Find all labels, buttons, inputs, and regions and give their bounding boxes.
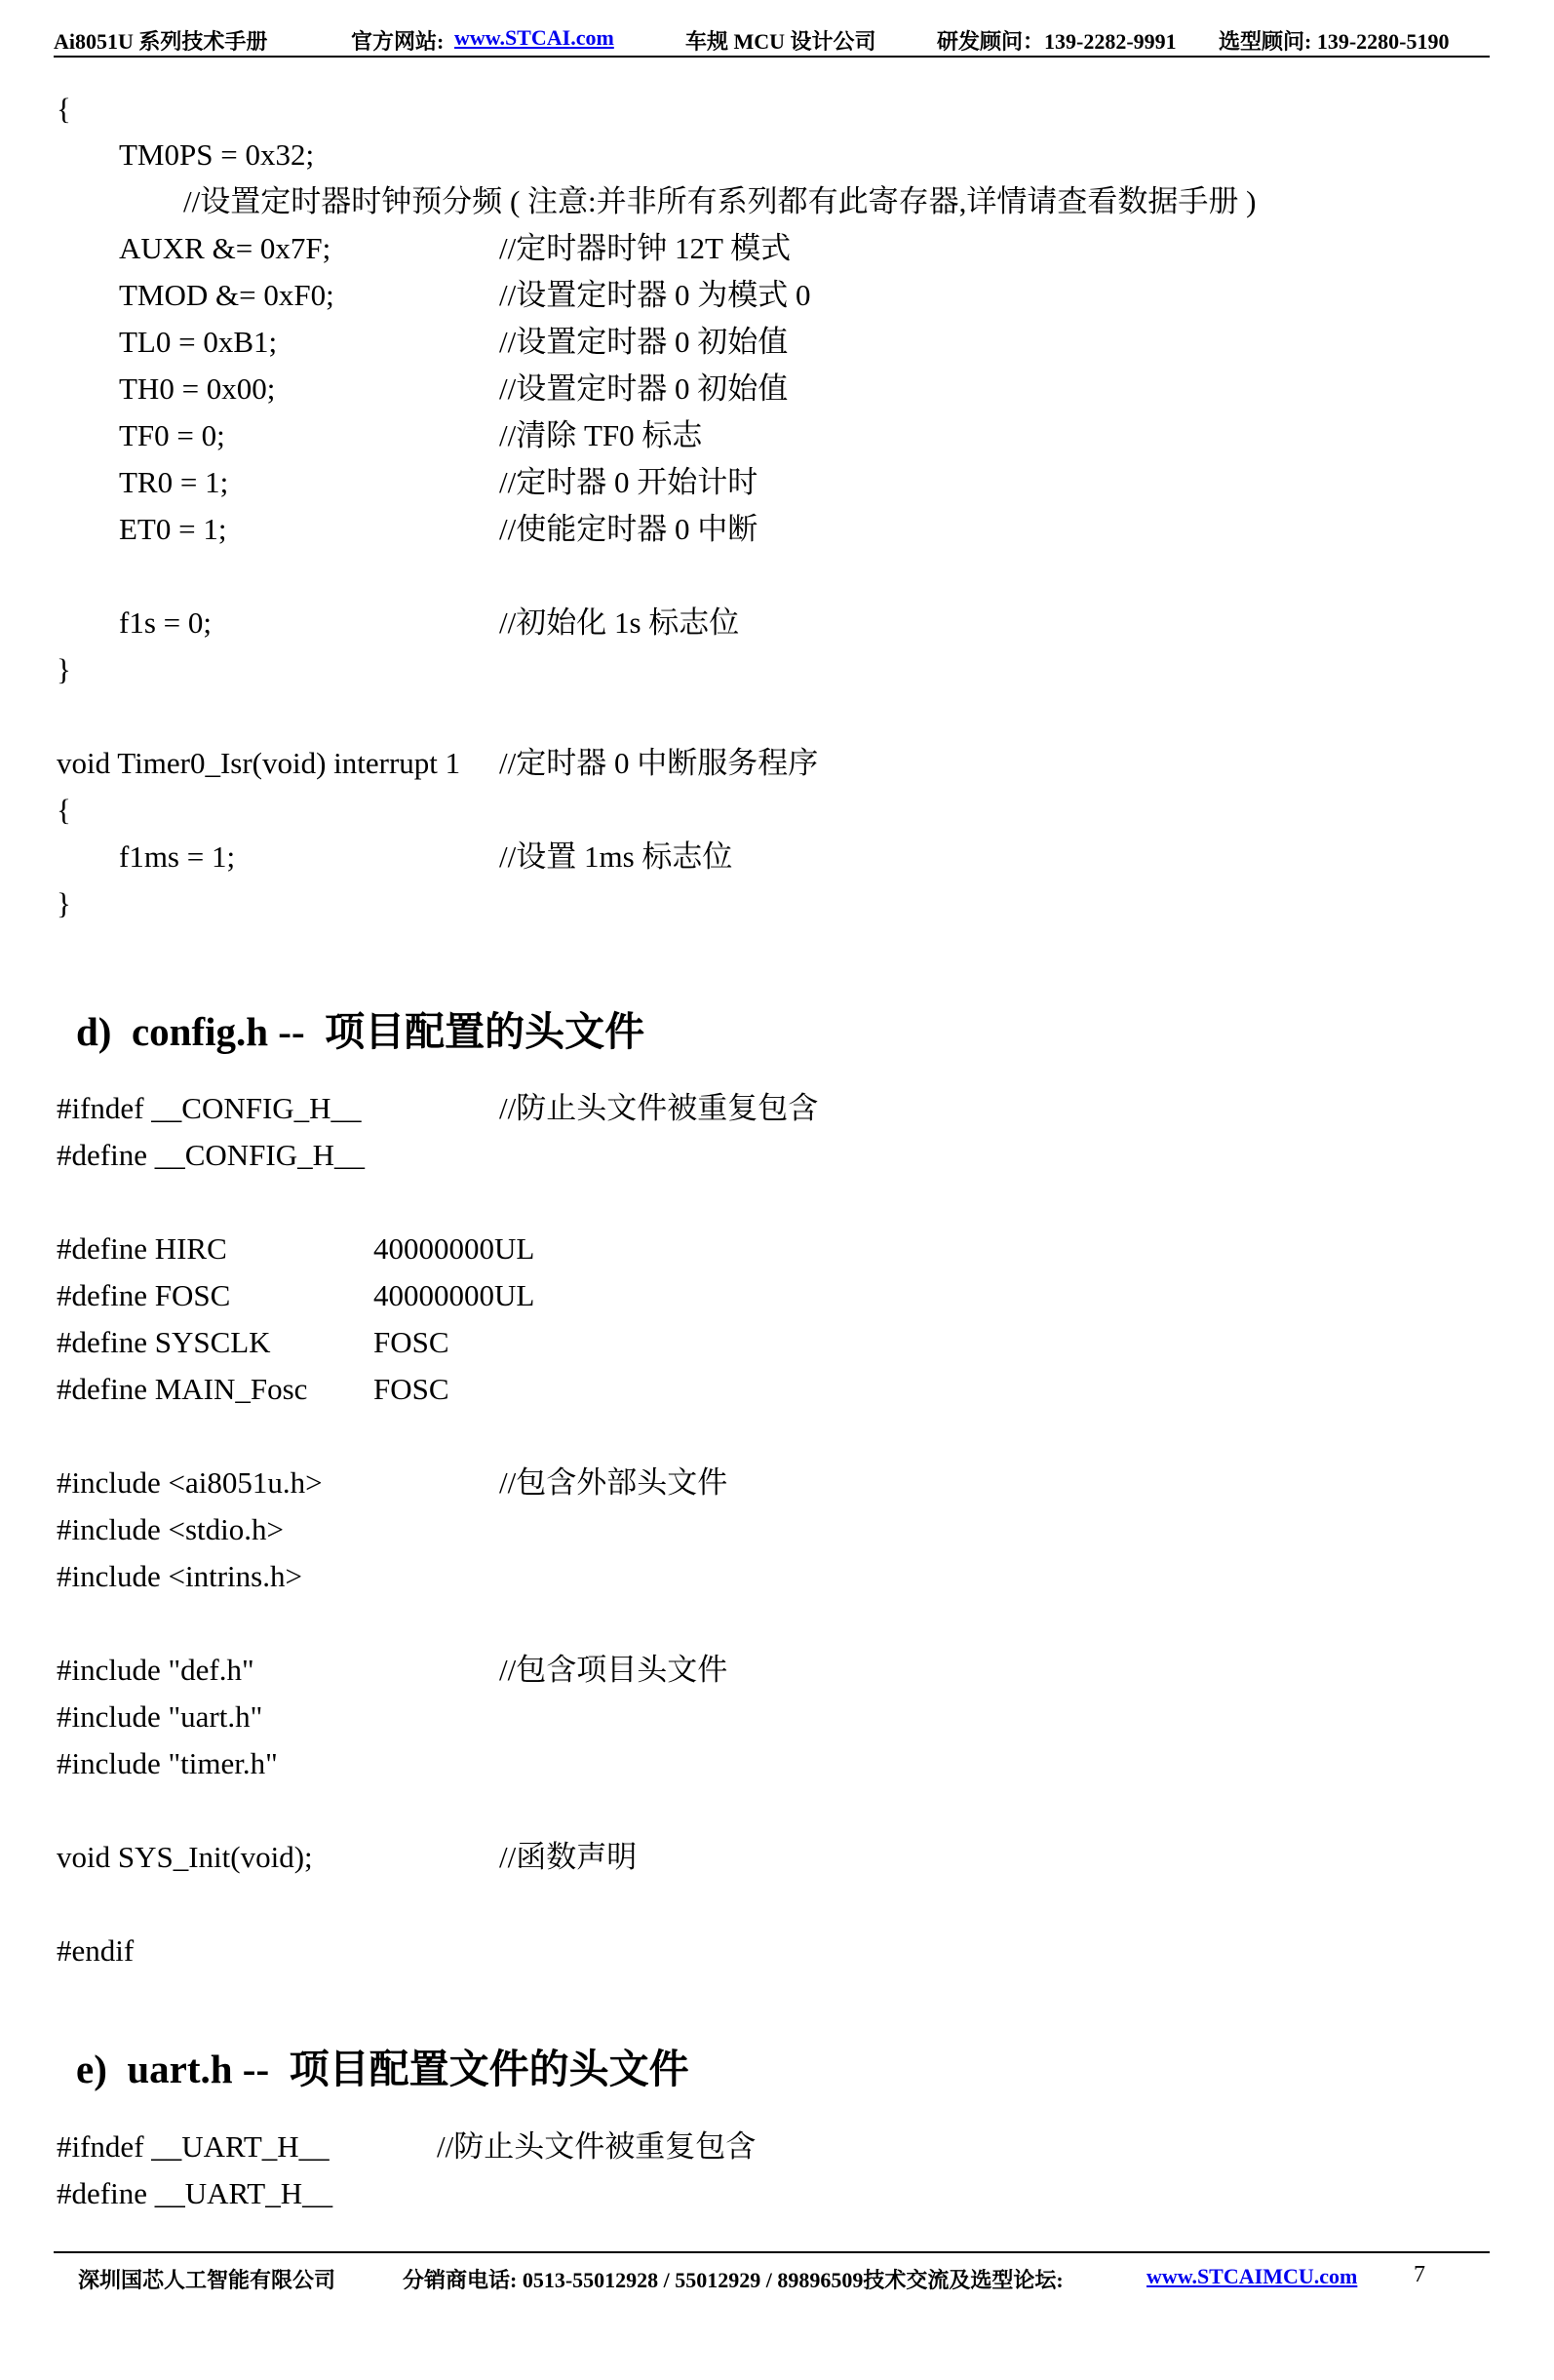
code-line: #ifndef __UART_H__ bbox=[57, 2129, 330, 2164]
code-line: { bbox=[57, 793, 71, 827]
manual-title: Ai8051U 系列技术手册 bbox=[54, 29, 268, 54]
code-line: f1ms = 1; bbox=[119, 839, 236, 874]
code-comment: //设置定时器 0 初始值 bbox=[499, 371, 789, 406]
code-line: TH0 = 0x00; bbox=[119, 371, 276, 406]
code-line: #define FOSC bbox=[57, 1278, 231, 1312]
footer-forum-link[interactable] bbox=[1146, 2264, 1357, 2289]
code-comment: //初始化 1s 标志位 bbox=[499, 605, 740, 640]
code-comment: //定时器 0 中断服务程序 bbox=[499, 746, 819, 780]
code-comment: //定时器 0 开始计时 bbox=[499, 465, 758, 499]
footer-distributor: 分销商电话: 0513-55012928 / 55012929 / 89896509技术交流及选型论坛: bbox=[403, 2268, 1064, 2292]
code-value: FOSC bbox=[373, 1372, 449, 1406]
section-heading-uart: e) uart.h -- 项目配置文件的头文件 bbox=[76, 2047, 689, 2091]
website-link-text[interactable]: www.STCAI.com bbox=[454, 25, 614, 50]
website-link[interactable] bbox=[454, 25, 614, 51]
code-line: TR0 = 1; bbox=[119, 465, 229, 499]
code-value: 40000000UL bbox=[373, 1278, 535, 1312]
code-comment: //包含外部头文件 bbox=[499, 1465, 728, 1500]
code-comment: //使能定时器 0 中断 bbox=[499, 512, 758, 546]
page-header bbox=[54, 21, 1490, 57]
website-label: 官方网站: bbox=[351, 29, 445, 54]
section-heading-config: d) config.h -- 项目配置的头文件 bbox=[76, 1009, 645, 1054]
code-value: 40000000UL bbox=[373, 1231, 535, 1266]
selection-consultant: 选型顾问: 139-2280-5190 bbox=[1219, 29, 1450, 54]
header-divider bbox=[54, 56, 1490, 58]
code-line: void SYS_Init(void); bbox=[57, 1840, 313, 1874]
code-comment: //设置定时器时钟预分频 ( 注意:并非所有系列都有此寄存器,详情请查看数据手册 ) bbox=[183, 184, 1257, 218]
company-tag: 车规 MCU 设计公司 bbox=[685, 29, 876, 54]
rd-consultant: 研发顾问：139-2282-9991 bbox=[937, 29, 1177, 54]
code-line: #include "timer.h" bbox=[57, 1746, 278, 1780]
code-line: #ifndef __CONFIG_H__ bbox=[57, 1091, 362, 1125]
code-line: #define MAIN_Fosc bbox=[57, 1372, 308, 1406]
code-line: #define HIRC bbox=[57, 1231, 227, 1266]
code-comment: //清除 TF0 标志 bbox=[499, 418, 703, 452]
code-line: #include <ai8051u.h> bbox=[57, 1465, 323, 1500]
code-comment: //设置定时器 0 为模式 0 bbox=[499, 278, 811, 312]
code-line: TF0 = 0; bbox=[119, 418, 225, 452]
code-line: #define __CONFIG_H__ bbox=[57, 1138, 365, 1172]
page-number: 7 bbox=[1414, 2262, 1425, 2287]
code-line: AUXR &= 0x7F; bbox=[119, 231, 331, 265]
code-line: TL0 = 0xB1; bbox=[119, 325, 278, 359]
code-line: #include <stdio.h> bbox=[57, 1512, 284, 1546]
code-line: void Timer0_Isr(void) interrupt 1 bbox=[57, 746, 461, 780]
code-comment: //包含项目头文件 bbox=[499, 1653, 728, 1687]
code-line: { bbox=[57, 92, 71, 126]
code-value: FOSC bbox=[373, 1325, 449, 1359]
code-line: } bbox=[57, 886, 71, 920]
code-comment: //设置 1ms 标志位 bbox=[499, 839, 733, 874]
code-comment: //防止头文件被重复包含 bbox=[437, 2129, 757, 2164]
code-comment: //函数声明 bbox=[499, 1840, 638, 1874]
footer-divider bbox=[54, 2251, 1490, 2253]
code-line: #define __UART_H__ bbox=[57, 2176, 333, 2210]
code-line: #define SYSCLK bbox=[57, 1325, 271, 1359]
code-line: #include "uart.h" bbox=[57, 1699, 263, 1734]
code-line: TMOD &= 0xF0; bbox=[119, 278, 334, 312]
code-line: } bbox=[57, 652, 71, 686]
code-comment: //定时器时钟 12T 模式 bbox=[499, 231, 792, 265]
code-line: #include <intrins.h> bbox=[57, 1559, 302, 1593]
code-comment: //设置定时器 0 初始值 bbox=[499, 325, 789, 359]
code-line: #endif bbox=[57, 1933, 135, 1968]
footer-company: 深圳国芯人工智能有限公司 bbox=[78, 2268, 336, 2292]
code-comment: //防止头文件被重复包含 bbox=[499, 1091, 819, 1125]
code-line: #include "def.h" bbox=[57, 1653, 254, 1687]
footer-forum-link-text[interactable]: www.STCAIMCU.com bbox=[1146, 2264, 1358, 2288]
code-line: ET0 = 1; bbox=[119, 512, 227, 546]
code-line: f1s = 0; bbox=[119, 605, 212, 640]
code-line: TM0PS = 0x32; bbox=[119, 137, 315, 172]
page-footer bbox=[78, 2260, 1501, 2295]
